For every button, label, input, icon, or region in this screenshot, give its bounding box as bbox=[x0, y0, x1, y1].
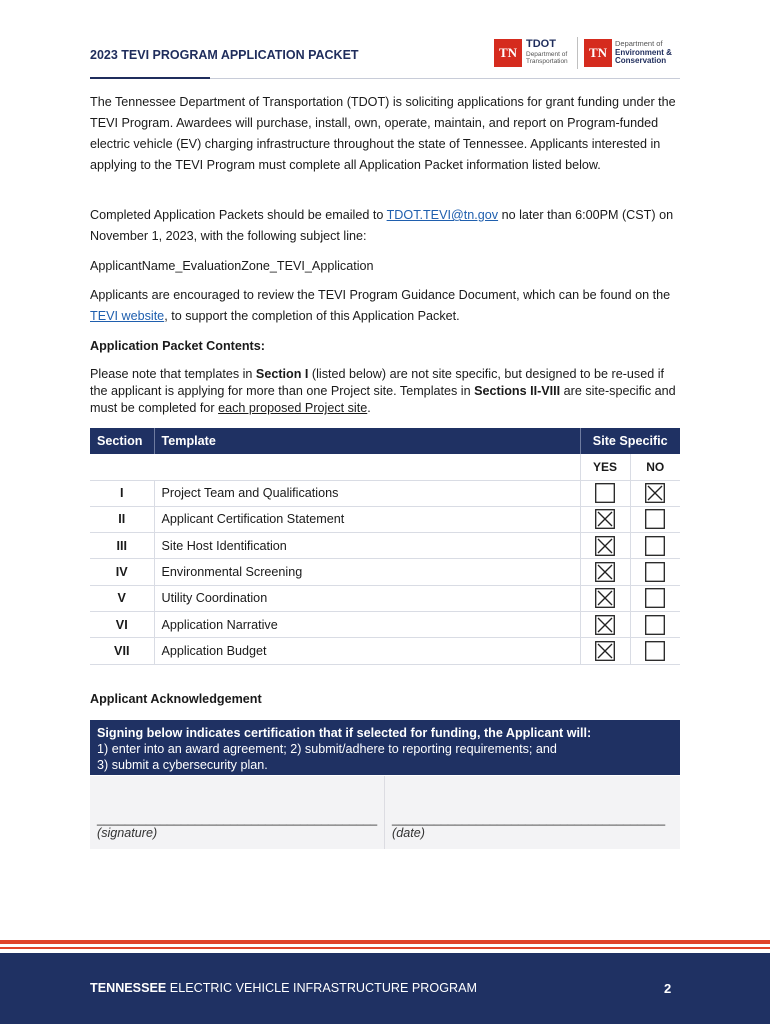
date-label: (date) bbox=[392, 826, 425, 840]
row-section: V bbox=[90, 585, 154, 611]
col-no-header: NO bbox=[630, 454, 680, 480]
no-checkbox[interactable] bbox=[630, 559, 680, 585]
submission-paragraph bbox=[90, 205, 680, 247]
row-section: I bbox=[90, 480, 154, 506]
acknowledgement-lead: Signing below indicates certification that if selected for funding, the Applicant will: bbox=[97, 726, 592, 740]
row-template: Utility Coordination bbox=[154, 585, 580, 611]
contents-heading: Application Packet Contents: bbox=[90, 339, 265, 353]
row-section: II bbox=[90, 506, 154, 532]
tdec-logo-text bbox=[615, 40, 685, 66]
header-rule-accent bbox=[90, 77, 210, 79]
tdec-logo-main: Environment & Conservation bbox=[615, 47, 672, 65]
footer-program-name bbox=[90, 981, 477, 995]
signature-label: (signature) bbox=[97, 826, 158, 840]
row-template: Environmental Screening bbox=[154, 559, 580, 585]
yes-checkbox[interactable] bbox=[580, 638, 630, 664]
page-number: 2 bbox=[664, 981, 672, 996]
no-checkbox[interactable] bbox=[630, 638, 680, 664]
note-bold-section-1: Section I bbox=[255, 367, 309, 381]
row-section: III bbox=[90, 533, 154, 559]
guidance-text-before: Applicants are encouraged to review the TEVI Program Guidance Document, which can be found on the bbox=[90, 288, 671, 302]
col-site-specific-header: Site Specific bbox=[580, 428, 680, 454]
no-checkbox[interactable] bbox=[630, 533, 680, 559]
tevi-website-link[interactable]: TEVI website bbox=[90, 309, 165, 323]
footer-accent-rule bbox=[0, 940, 770, 944]
note-underlined: each proposed Project site bbox=[218, 401, 368, 415]
contents-note bbox=[90, 366, 680, 417]
col-section-header: Section bbox=[90, 428, 154, 454]
subject-line: ApplicantName_EvaluationZone_TEVI_Application bbox=[90, 259, 374, 273]
table-row bbox=[90, 611, 680, 637]
contents-table bbox=[90, 428, 680, 665]
col-yes-header: YES bbox=[580, 454, 630, 480]
no-checkbox[interactable] bbox=[630, 506, 680, 532]
no-checkbox[interactable] bbox=[630, 585, 680, 611]
table-row bbox=[90, 559, 680, 585]
yes-checkbox[interactable] bbox=[580, 480, 630, 506]
col-template-header: Template bbox=[154, 428, 580, 454]
table-header-row bbox=[90, 428, 680, 454]
signature-area bbox=[90, 776, 680, 849]
page-header-title: 2023 TEVI PROGRAM APPLICATION PACKET bbox=[90, 48, 359, 62]
row-template: Application Narrative bbox=[154, 611, 580, 637]
note-bold-sections-2-8: Sections II-VIII bbox=[474, 384, 561, 398]
row-template: Project Team and Qualifications bbox=[154, 480, 580, 506]
table-subheader-row bbox=[90, 454, 680, 480]
note-part-1: Please note that templates in bbox=[90, 367, 256, 381]
footer-accent-rule-thin bbox=[0, 947, 770, 949]
table-row bbox=[90, 585, 680, 611]
yes-checkbox[interactable] bbox=[580, 559, 630, 585]
submission-text-before: Completed Application Packets should be emailed to bbox=[90, 208, 387, 222]
tdot-logo-badge: TN bbox=[494, 39, 522, 67]
guidance-text-after: , to support the completion of this Application Packet. bbox=[164, 309, 460, 323]
no-checkbox[interactable] bbox=[630, 480, 680, 506]
tdec-logo-badge: TN bbox=[584, 39, 612, 67]
table-row bbox=[90, 638, 680, 664]
row-template: Site Host Identification bbox=[154, 533, 580, 559]
table-row bbox=[90, 480, 680, 506]
note-part-4: . bbox=[367, 401, 371, 415]
footer-rest: ELECTRIC VEHICLE INFRASTRUCTURE PROGRAM bbox=[166, 981, 477, 995]
yes-checkbox[interactable] bbox=[580, 533, 630, 559]
guidance-paragraph bbox=[90, 285, 680, 327]
note-part-3: are site-specific and must be completed for bbox=[90, 384, 676, 415]
intro-paragraph: The Tennessee Department of Transportation (TDOT) is soliciting applications for grant funding under the TEVI Program. Awardees will purchase, install, own, operate, maintain, and report on Program-funded electric vehicle (EV) charging infrastructure throughout the state of Tennessee. Applicants interested in applying to the TEVI Program must complete all Application Packet information listed below. bbox=[90, 95, 676, 172]
page-footer bbox=[0, 953, 770, 1024]
no-checkbox[interactable] bbox=[630, 611, 680, 637]
note-part-2: (listed below) are not site specific, but designed to be re-used if the applicant is applying for more than one Project site. Templates in bbox=[90, 367, 665, 398]
row-section: VI bbox=[90, 611, 154, 637]
yes-checkbox[interactable] bbox=[580, 585, 630, 611]
submission-text-after: no later than 6:00PM (CST) on November 1, 2023, with the following subject line: bbox=[90, 208, 674, 243]
signature-divider bbox=[384, 776, 385, 849]
row-section: IV bbox=[90, 559, 154, 585]
table-row bbox=[90, 506, 680, 532]
acknowledgement-box bbox=[90, 720, 680, 775]
signature-field[interactable]: ________________________________________ bbox=[97, 812, 378, 826]
yes-checkbox[interactable] bbox=[580, 506, 630, 532]
acknowledgement-line-1: 1) enter into an award agreement; 2) submit/adhere to reporting requirements; and bbox=[97, 742, 557, 756]
footer-bold-word: TENNESSEE bbox=[90, 981, 167, 995]
logo-divider bbox=[577, 37, 578, 69]
table-row bbox=[90, 533, 680, 559]
acknowledgement-line-2: 3) submit a cybersecurity plan. bbox=[97, 758, 268, 772]
row-template: Application Budget bbox=[154, 638, 580, 664]
email-link[interactable]: TDOT.TEVI@tn.gov bbox=[386, 208, 499, 222]
tdec-logo-prefix: Department of bbox=[615, 39, 663, 48]
tdot-logo-subtitle: Department of Transportation bbox=[526, 51, 568, 65]
tdot-logo-name: TDOT bbox=[526, 38, 556, 50]
date-field[interactable]: _______________________________________ bbox=[392, 812, 666, 826]
acknowledgement-heading: Applicant Acknowledgement bbox=[90, 692, 262, 706]
row-section: VII bbox=[90, 638, 154, 664]
row-template: Applicant Certification Statement bbox=[154, 506, 580, 532]
header-logos bbox=[494, 37, 684, 73]
yes-checkbox[interactable] bbox=[580, 611, 630, 637]
